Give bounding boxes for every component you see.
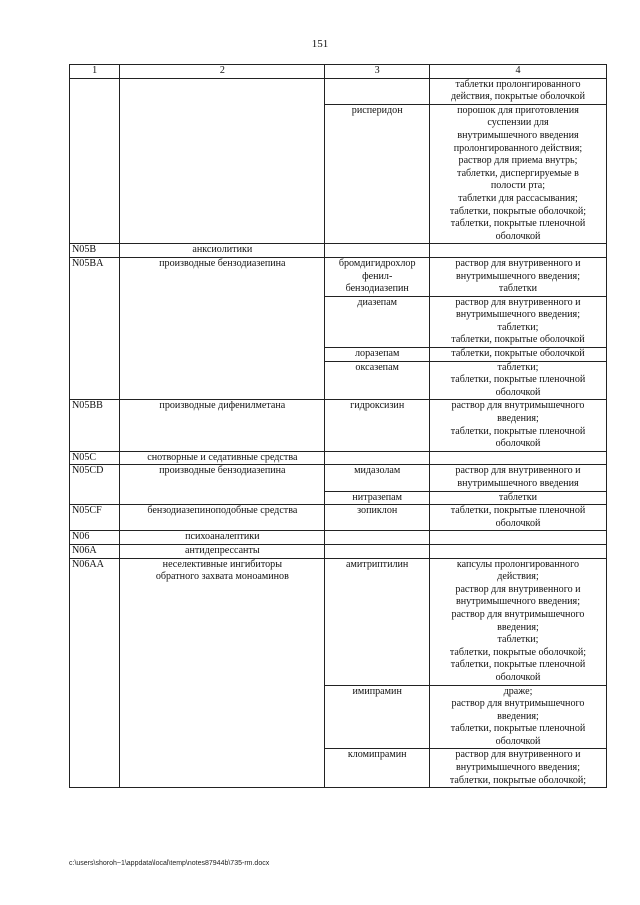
dosage-form-cell [429,465,606,491]
drug-name-cell-line: бензодиазепин [345,283,409,295]
drug-name-cell-line: диазепам [357,296,398,308]
dosage-form-cell [429,531,606,545]
dosage-form-cell-line: внутримышечного введения; [455,596,581,608]
group-name-cell [120,558,325,788]
column-header-1: 1 [70,65,120,79]
atc-code-cell: N06 [70,531,120,545]
dosage-form-cell-line: оболочкой [495,671,541,683]
dosage-form-cell-line: раствор для приема внутрь; [458,155,578,167]
dosage-form-cell-line: таблетки, покрытые пленочной [450,425,586,437]
drug-name-cell-line: фенил- [362,270,393,282]
table-row [70,257,607,296]
table-row [70,558,607,685]
column-header-2: 2 [120,65,325,79]
group-name-cell [120,244,325,258]
dosage-form-cell-line: оболочкой [495,438,541,450]
drug-name-cell [325,749,430,788]
dosage-form-cell-line: введения; [497,710,539,722]
drug-name-cell [325,400,430,451]
page-number: 151 [311,38,329,50]
dosage-form-cell [429,244,606,258]
group-name-cell-line: производные бензодиазепина [159,257,286,269]
drug-name-cell-line: зопиклон [357,505,398,517]
drug-name-cell-line: гидроксизин [350,400,405,412]
group-name-cell [120,400,325,451]
group-name-cell-line: снотворные и седативные средства [147,451,298,463]
footer-file-path: c:\users\shoroh~1\appdata\local\temp\notes87944b\735-rm.docx [69,860,270,867]
dosage-form-cell-line: раствор для внутривенного и [455,583,581,595]
dosage-form-cell-line: действия; [497,571,539,583]
drug-name-cell-line: имипрамин [352,685,402,697]
dosage-form-cell-line: капсулы пролонгированного [456,558,580,570]
group-name-cell-line: антидепрессанты [185,544,260,556]
dosage-form-cell-line: раствор для внутривенного и [455,465,581,477]
dosage-form-cell [429,685,606,749]
dosage-form-cell [429,491,606,505]
dosage-form-cell-line: таблетки пролонгированного [455,78,581,90]
drug-name-cell [325,558,430,685]
group-name-cell [120,78,325,244]
group-name-cell [120,451,325,465]
dosage-form-cell-line: раствор для внутривенного и [455,296,581,308]
dosage-form-cell-line: оболочкой [495,517,541,529]
drug-name-cell [325,257,430,296]
dosage-form-cell-line: таблетки, покрытые оболочкой [451,334,585,346]
dosage-form-cell-line: таблетки, покрытые оболочкой; [449,205,587,217]
group-name-cell [120,465,325,505]
atc-code-cell: N05BA [70,257,120,400]
drug-name-cell-line: лоразепам [355,348,400,360]
group-name-cell [120,544,325,558]
drug-name-cell [325,244,430,258]
drug-name-cell [325,104,430,244]
dosage-form-cell-line: оболочкой [495,230,541,242]
dosage-form-cell-line: таблетки [498,283,538,295]
dosage-form-cell-line: раствор для внутримышечного [451,400,585,412]
atc-code-cell: N05BB [70,400,120,451]
drug-name-cell [325,491,430,505]
drug-name-cell-line: бромдигидрохлор [338,257,416,269]
column-header-4: 4 [429,65,606,79]
group-name-cell-line: производные дифенилметана [159,400,286,412]
dosage-form-cell [429,544,606,558]
dosage-form-cell-line: таблетки, покрытые пленочной [450,374,586,386]
dosage-form-cell-line: раствор для внутримышечного [451,698,585,710]
dosage-form-cell-line: таблетки, покрытые оболочкой; [449,774,587,786]
dosage-form-cell-line: суспензии для [487,117,549,129]
atc-code-cell [70,78,120,244]
dosage-form-cell [429,749,606,788]
dosage-form-cell-line: таблетки, покрытые пленочной [450,505,586,517]
group-name-cell-line: психоаналептики [185,531,260,543]
dosage-form-cell [429,361,606,400]
dosage-form-cell-line: таблетки; [497,634,539,646]
table-row [70,451,607,465]
dosage-form-cell [429,296,606,347]
dosage-form-cell-line: полости рта; [490,180,546,192]
table-row [70,244,607,258]
atc-code-cell: N06A [70,544,120,558]
drug-name-cell-line: амитриптилин [346,558,409,570]
dosage-form-cell-line: внутримышечного введения [457,129,579,141]
drug-name-cell [325,451,430,465]
dosage-form-cell-line: драже; [503,685,533,697]
dosage-form-cell-line: раствор для внутривенного и [455,749,581,761]
atc-code-cell: N05CF [70,505,120,531]
table-row [70,78,607,104]
drug-name-cell [325,465,430,491]
dosage-form-cell-line: порошок для приготовления [457,104,579,116]
dosage-form-cell-line: таблетки, покрытые оболочкой [451,348,585,360]
drug-name-cell [325,544,430,558]
group-name-cell [120,505,325,531]
dosage-form-cell-line: таблетки, диспергируемые в [457,167,579,179]
drug-name-cell-line: мидазолам [354,465,401,477]
dosage-form-cell-line: внутримышечного введения; [455,762,581,774]
drug-name-cell-line: кломипрамин [347,749,407,761]
table-row [70,505,607,531]
dosage-form-cell-line: таблетки, покрытые пленочной [450,659,586,671]
dosage-form-cell-line: оболочкой [495,386,541,398]
table-row [70,544,607,558]
dosage-form-cell [429,451,606,465]
dosage-form-cell [429,558,606,685]
dosage-form-cell-line: внутримышечного введения; [455,270,581,282]
dosage-form-cell-line: таблетки; [497,361,539,373]
table-row [70,465,607,491]
table-row [70,531,607,545]
group-name-cell-line: обратного захвата моноаминов [155,571,289,583]
dosage-form-cell [429,78,606,104]
drug-name-cell [325,361,430,400]
drug-name-cell [325,685,430,749]
drug-name-cell-line: рисперидон [351,104,403,116]
drug-name-cell [325,78,430,104]
dosage-form-cell-line: оболочкой [495,735,541,747]
dosage-form-cell [429,257,606,296]
drug-name-cell [325,531,430,545]
dosage-form-cell-line: таблетки; [497,321,539,333]
atc-code-cell: N05C [70,451,120,465]
dosage-form-cell-line: раствор для внутривенного и [455,257,581,269]
dosage-form-cell-line: внутримышечного введения [457,478,579,489]
dosage-form-cell [429,348,606,362]
dosage-form-cell-line: введения; [497,413,539,425]
dosage-form-cell-line: пролонгированного действия; [453,142,583,154]
drug-name-cell-line: оксазепам [355,361,399,373]
group-name-cell [120,531,325,545]
dosage-form-cell-line: таблетки [498,491,538,503]
dosage-form-cell-line: внутримышечного введения; [455,309,581,321]
table-row [70,400,607,451]
group-name-cell-line: неселективные ингибиторы [162,558,282,570]
dosage-form-cell-line: введения; [497,621,539,633]
dosage-form-cell-line: действия, покрытые оболочкой [451,91,585,103]
dosage-form-cell [429,505,606,531]
dosage-form-cell-line: таблетки, покрытые оболочкой; [449,646,587,658]
group-name-cell-line: бензодиазепиноподобные средства [147,505,298,517]
atc-code-cell: N06AA [70,558,120,788]
dosage-form-cell-line: таблетки для рассасывания; [458,192,578,204]
header-row [70,65,607,79]
drug-table [69,64,607,788]
dosage-form-cell-line: таблетки, покрытые пленочной [450,218,586,230]
atc-code-cell: N05B [70,244,120,258]
column-header-3: 3 [325,65,430,79]
drug-name-cell-line: нитразепам [352,491,402,503]
dosage-form-cell [429,400,606,451]
drug-name-cell [325,505,430,531]
drug-name-cell [325,296,430,347]
group-name-cell-line: анксиолитики [192,244,253,256]
dosage-form-cell-line: раствор для внутримышечного [451,608,585,620]
dosage-form-cell-line: таблетки, покрытые пленочной [450,723,586,735]
atc-code-cell: N05CD [70,465,120,505]
group-name-cell [120,257,325,400]
drug-name-cell [325,348,430,362]
dosage-form-cell [429,104,606,244]
group-name-cell-line: производные бензодиазепина [159,465,286,477]
